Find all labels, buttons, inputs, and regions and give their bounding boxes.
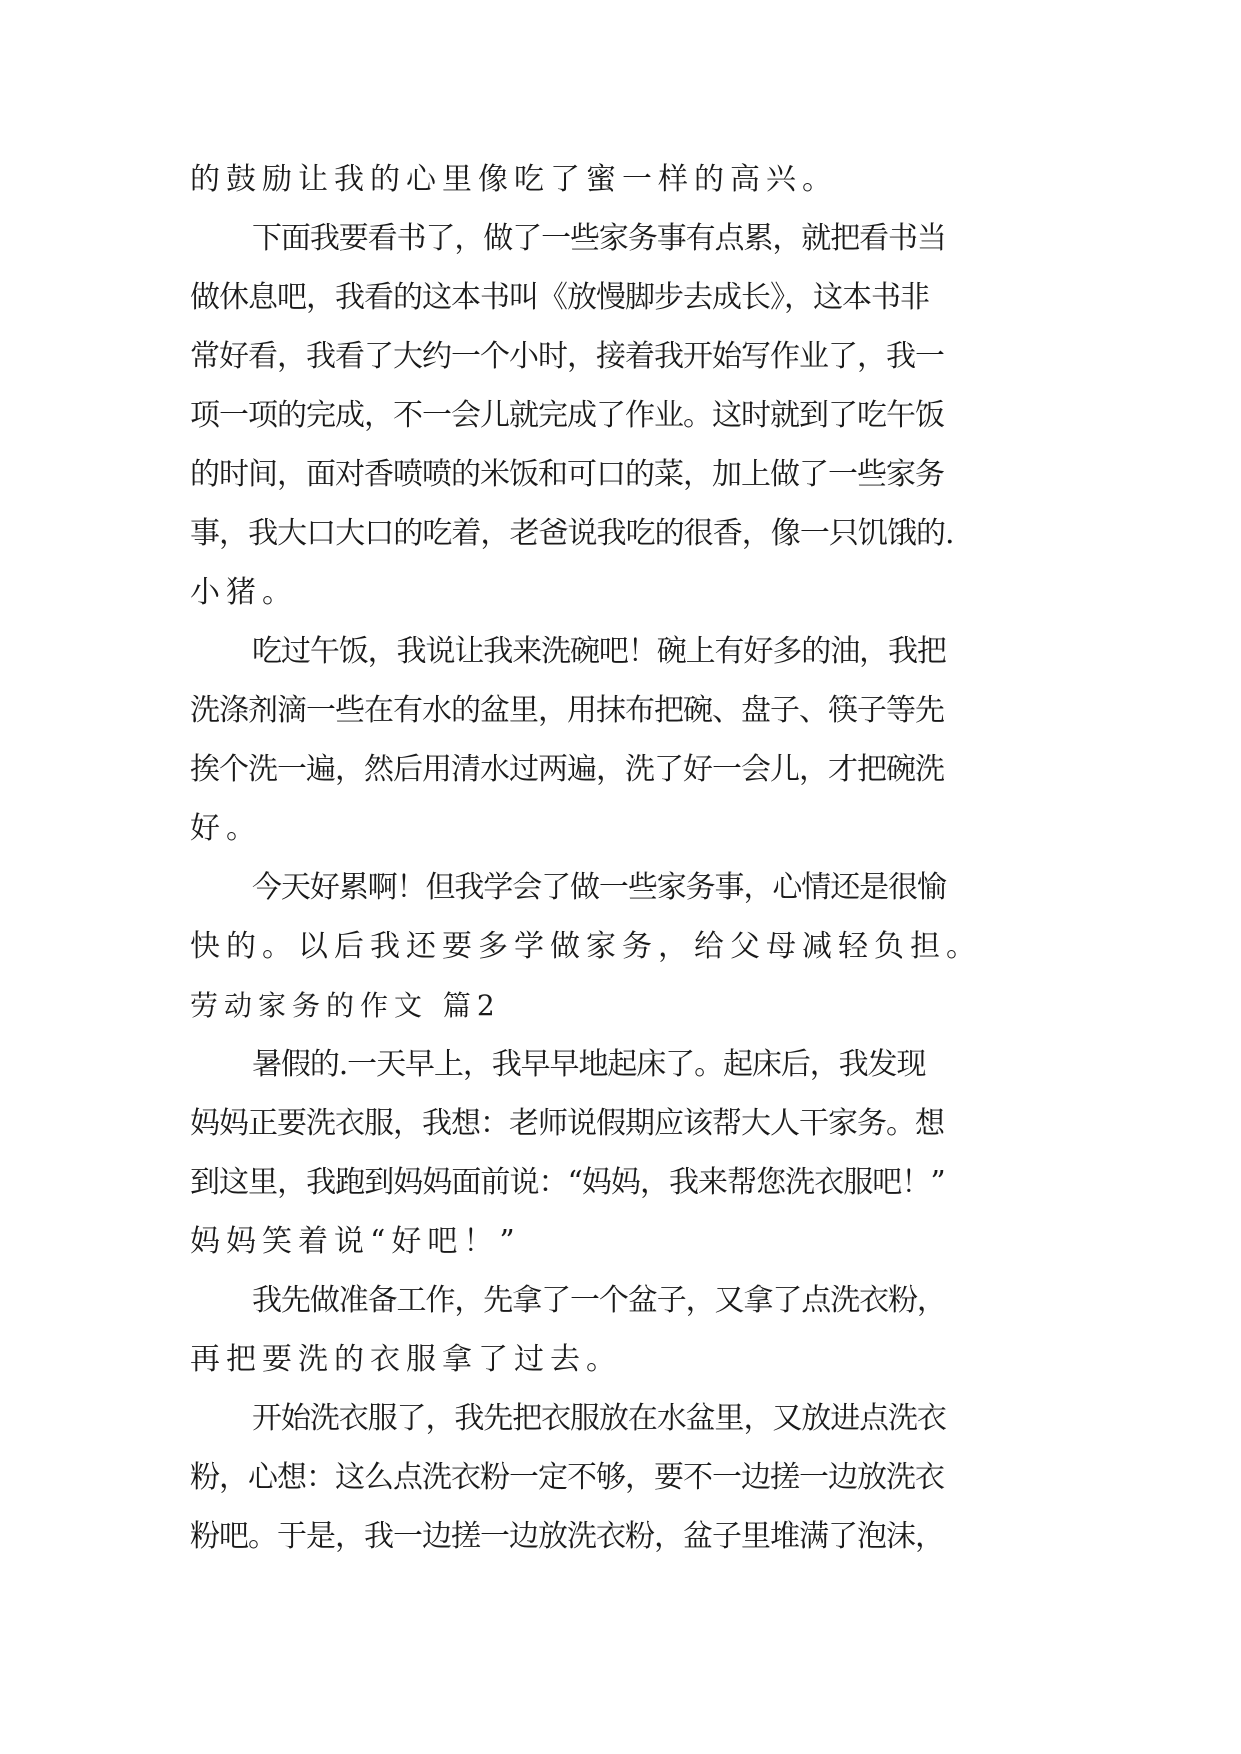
paragraph-line: 挨个洗一遍，然后用清水过两遍，洗了好一会儿，才把碗洗 — [190, 752, 944, 787]
section-heading: 劳动家务的作文 篇2 — [190, 989, 501, 1022]
paragraph-line: 好。 — [190, 811, 262, 846]
paragraph-line: 做休息吧，我看的这本书叫《放慢脚步去成长》，这本书非 — [190, 280, 929, 315]
paragraph-line: 到这里，我跑到妈妈面前说：“妈妈，我来帮您洗衣服吧！” — [190, 1165, 945, 1200]
paragraph-line: 小猪。 — [190, 575, 298, 610]
paragraph-line: 的时间，面对香喷喷的米饭和可口的菜，加上做了一些家务 — [190, 457, 944, 492]
paragraph-line: 洗涤剂滴一些在有水的盆里，用抹布把碗、盘子、筷子等先 — [190, 693, 944, 728]
paragraph-line: 吃过午饭，我说让我来洗碗吧！碗上有好多的油，我把 — [252, 634, 946, 669]
paragraph-line: 妈妈笑着说“好吧！” — [190, 1224, 521, 1259]
paragraph-line: 项一项的完成，不一会儿就完成了作业。这时就到了吃午饭 — [190, 398, 944, 433]
paragraph-line: 妈妈正要洗衣服，我想：老师说假期应该帮大人干家务。想 — [190, 1106, 944, 1141]
paragraph-line: 开始洗衣服了，我先把衣服放在水盆里，又放进点洗衣 — [252, 1401, 946, 1436]
essay-text-block — [190, 150, 1070, 1566]
paragraph-line: 今天好累啊！但我学会了做一些家务事，心情还是很愉 — [252, 870, 946, 905]
paragraph-line: 粉吧。于是，我一边搓一边放洗衣粉，盆子里堆满了泡沫， — [190, 1519, 944, 1554]
paragraph-line: 常好看，我看了大约一个小时，接着我开始写作业了，我一 — [190, 339, 944, 374]
paragraph-line: 我先做准备工作，先拿了一个盆子，又拿了点洗衣粉， — [252, 1283, 946, 1318]
paragraph-line: 下面我要看书了，做了一些家务事有点累，就把看书当 — [252, 221, 946, 256]
paragraph-line: 事，我大口大口的吃着，老爸说我吃的很香，像一只饥饿的. — [190, 516, 954, 551]
paragraph-line: 的鼓励让我的心里像吃了蜜一样的高兴。 — [190, 162, 838, 197]
paragraph-line: 暑假的.一天早上，我早早地起床了。起床后，我发现 — [252, 1047, 926, 1082]
paragraph-line: 快的。以后我还要多学做家务，给父母减轻负担。 — [190, 929, 982, 964]
paragraph-line: 粉，心想：这么点洗衣粉一定不够，要不一边搓一边放洗衣 — [190, 1460, 944, 1495]
paragraph-line: 再把要洗的衣服拿了过去。 — [190, 1342, 622, 1377]
